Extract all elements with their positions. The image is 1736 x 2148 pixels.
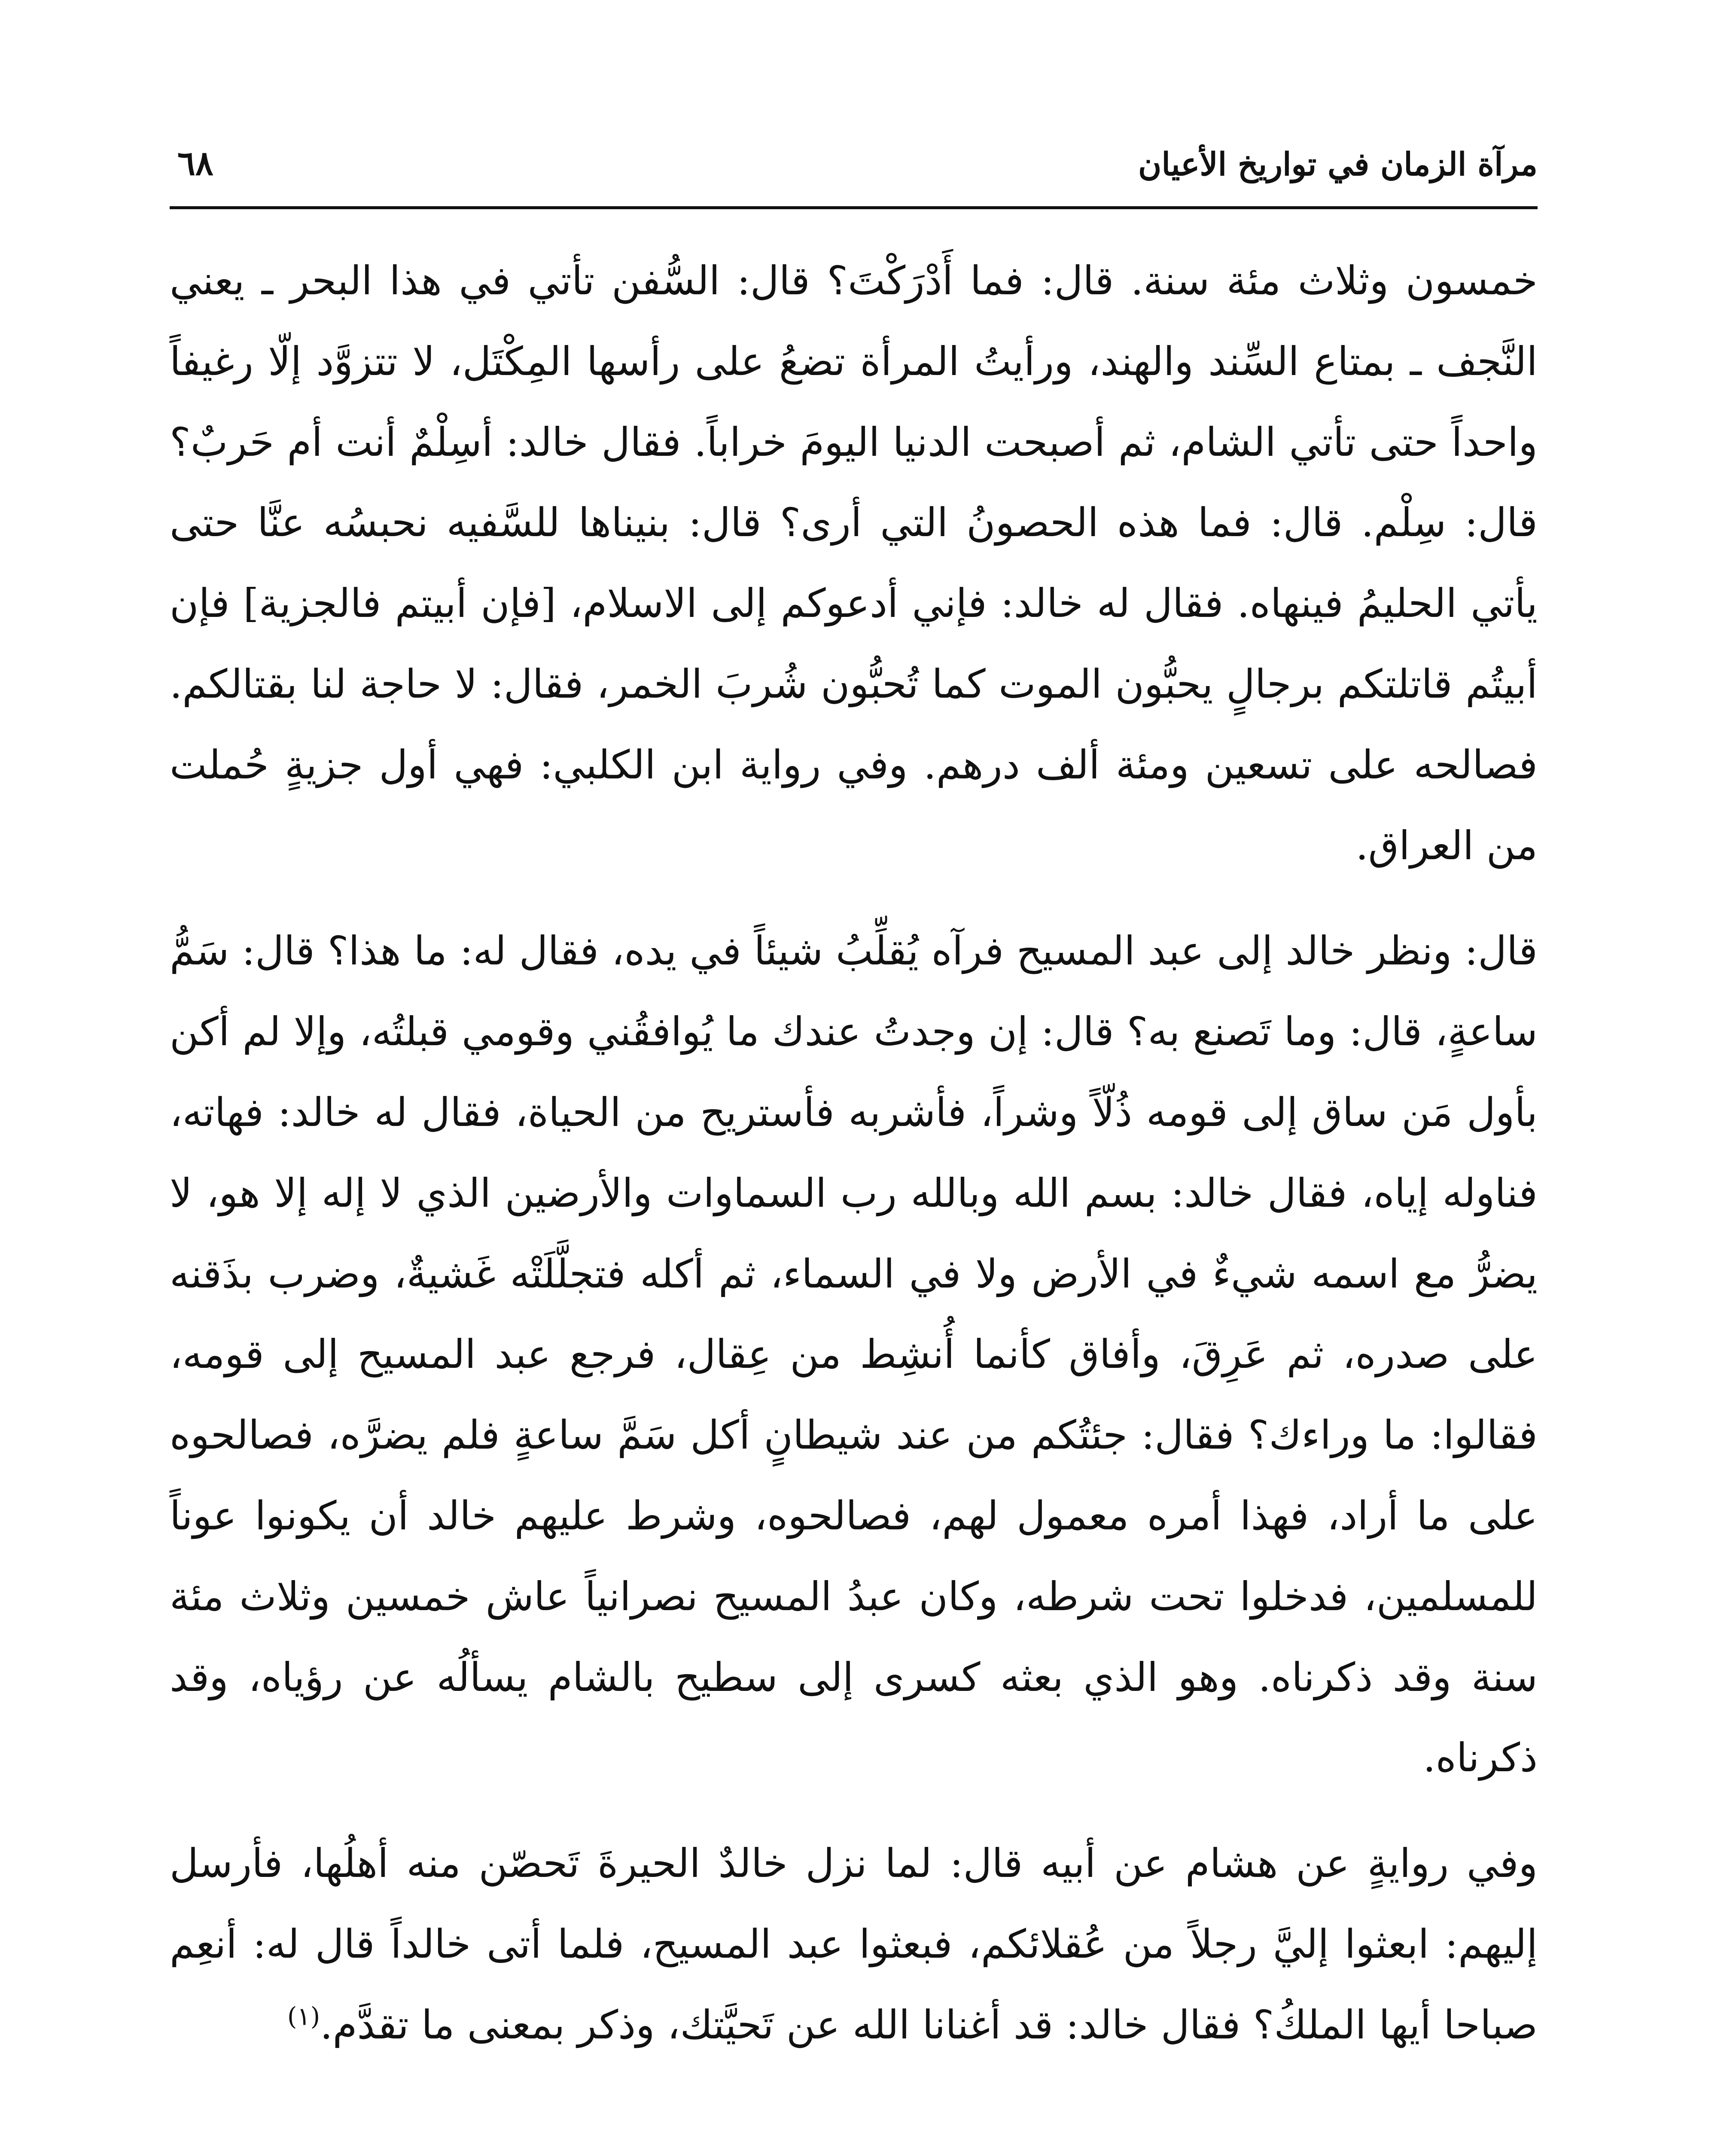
paragraph-3: [170, 1823, 1538, 2065]
paragraph-2: قال: ونظر خالد إلى عبد المسيح فرآه يُقلِّبُ شيئاً في يده، فقال له: ما هذا؟ قال: سَمُّ ساعةٍ، قال: وما تَصنع به؟ قال: إن وجدتُ عندك ما يُوافقُني وقومي قبلتُه، وإلا لم أكن بأول مَن ساق إلى قومه ذُلّاً وشراً، فأشربه فأستريح من الحياة، فقال له خالد: فهاته، فناوله إياه، فقال خالد: بسم الله وبالله رب السماوات والأرضين الذي لا إله إلا هو، لا يضرُّ مع اسمه شيءٌ في الأرض ولا في السماء، ثم أكله فتجلَّلَتْه غَشيةٌ، وضرب بذَقنه على صدره، ثم عَرِقَ، وأفاق كأنما أُنشِط من عِقال، فرجع عبد المسيح إلى قومه، فقالوا: ما وراءك؟ فقال: جئتُكم من عند شيطانٍ أكل سَمَّ ساعةٍ فلم يضرَّه، فصالحوه على ما أراد، فهذا أمره معمول لهم، فصالحوه، وشرط عليهم خالد أن يكونوا عوناً للمسلمين، فدخلوا تحت شرطه، وكان عبدُ المسيح نصرانياً عاش خمسين وثلاث مئة سنة وقد ذكرناه. وهو الذي بعثه كسرى إلى سطيح بالشام يسألُه عن رؤياه، وقد ذكرناه.: [170, 928, 1538, 1781]
paragraph-3-text: وفي روايةٍ عن هشام عن أبيه قال: لما نزل خالدٌ الحيرةَ تَحصّن منه أهلُها، فأرسل إليهم: ابعثوا إليَّ رجلاً من عُقلائكم، فبعثوا عبد المسيح، فلما أتى خالداً قال له: أنعِم صباحا أيها الملكُ؟ فقال خالد: قد أغنانا الله عن تَحيَّتك، وذكر بمعنى ما تقدَّم.: [170, 1840, 1538, 2048]
main-text: [170, 241, 1538, 2066]
book-title: مرآة الزمان في تواريخ الأعيان: [1138, 146, 1538, 183]
paragraph-1: خمسون وثلاث مئة سنة. قال: فما أَدْرَكْتَ؟ قال: السُّفن تأتي في هذا البحر ـ يعني النَّجف ـ بمتاع السِّند والهند، ورأيتُ المرأة تضعُ على رأسها المِكْتَل، لا تتزوَّد إلّا رغيفاً واحداً حتى تأتي الشام، ثم أصبحت الدنيا اليومَ خراباً. فقال خالد: أسِلْمٌ أنت أم حَربٌ؟ قال: سِلْم. قال: فما هذه الحصونُ التي أرى؟ قال: بنيناها للسَّفيه نحبسُه عنَّا حتى يأتي الحليمُ فينهاه. فقال له خالد: فإني أدعوكم إلى الاسلام، [فإن أبيتم فالجزية] فإن أبيتُم قاتلتكم برجالٍ يحبُّون الموت كما تُحبُّون شُربَ الخمر، فقال: لا حاجة لنا بقتالكم. فصالحه على تسعين ومئة ألف درهم. وفي رواية ابن الكلبي: فهي أول جزيةٍ حُملت من العراق.: [170, 258, 1538, 869]
footnote-marker: (١): [287, 2002, 320, 2031]
page-number: ٦٨: [177, 144, 213, 183]
running-header: [170, 129, 1538, 209]
